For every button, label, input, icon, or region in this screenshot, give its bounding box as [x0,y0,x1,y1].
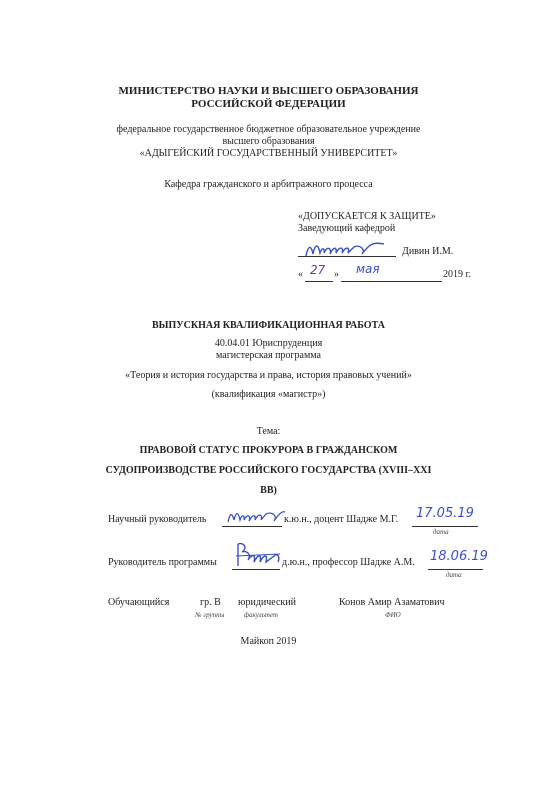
head-name: Дивин И.М. [402,246,454,257]
university-name: «АДЫГЕЙСКИЙ ГОСУДАРСТВЕННЫЙ УНИВЕРСИТЕТ» [139,148,398,159]
work-type: ВЫПУСКНАЯ КВАЛИФИКАЦИОННАЯ РАБОТА [152,320,385,331]
city-year: Майкоп 2019 [240,636,297,647]
student-group: гр. В [200,597,221,608]
program-head-date-caption: дата [446,571,462,579]
month-line [341,281,442,282]
ministry-line-1: МИНИСТЕРСТВО НАУКИ И ВЫСШЕГО ОБРАЗОВАНИЯ [118,85,419,97]
department-name: Кафедра гражданского и арбитражного процесса [164,179,373,190]
qualification: (квалификация «магистр») [211,389,326,400]
student-group-caption: № группы [195,611,225,619]
institution-line-1: федеральное государственное бюджетное образовательное учреждение [116,124,421,135]
date-open-quote: « [298,269,303,280]
program-head-title: д.ю.н., профессор Шадже А.М. [282,557,415,568]
topic-line-1: ПРАВОВОЙ СТАТУС ПРОКУРОРА В ГРАЖДАНСКОМ [139,445,398,456]
program-type: магистерская программа [216,350,321,361]
student-faculty: юридический [238,597,296,608]
program-name: «Теория и история государства и права, история правовых учений» [125,370,412,381]
supervisor-signature-line [222,526,282,527]
date-month: мая [356,262,380,276]
head-signature [304,238,389,260]
student-name-caption: ФИО [385,611,401,619]
supervisor-label: Научный руководитель [108,514,207,525]
topic-line-3: ВВ) [260,485,277,496]
date-year: 2019 г. [443,269,471,280]
supervisor-date-line [412,526,478,527]
program-head-label: Руководитель программы [108,557,217,568]
student-faculty-caption: факультет [244,611,278,619]
supervisor-date: 17.05.19 [416,506,474,521]
student-name: Конов Амир Азаматович [339,597,445,608]
topic-line-2: СУДОПРОИЗВОДСТВЕ РОССИЙСКОГО ГОСУДАРСТВА (XVIII–XXI [105,465,432,476]
head-of-department-label: Заведующий кафедрой [298,223,396,234]
admit-to-defense: «ДОПУСКАЕТСЯ К ЗАЩИТЕ» [298,211,436,222]
supervisor-title: к.ю.н., доцент Шадже М.Г. [284,514,399,525]
ministry-line-2: РОССИЙСКОЙ ФЕДЕРАЦИИ [191,98,346,110]
student-label: Обучающийся [108,597,170,608]
program-head-date: 18.06.19 [430,549,488,564]
supervisor-date-caption: дата [433,528,449,536]
specialty-code: 40.04.01 Юриспруденция [214,338,323,349]
day-line [305,281,333,282]
date-close-quote: » [334,269,339,280]
supervisor-signature [226,506,286,526]
topic-label: Тема: [256,426,281,437]
program-head-signature [234,540,282,570]
date-day: 27 [310,263,326,277]
program-head-date-line [428,569,483,570]
institution-line-2: высшего образования [222,136,315,147]
